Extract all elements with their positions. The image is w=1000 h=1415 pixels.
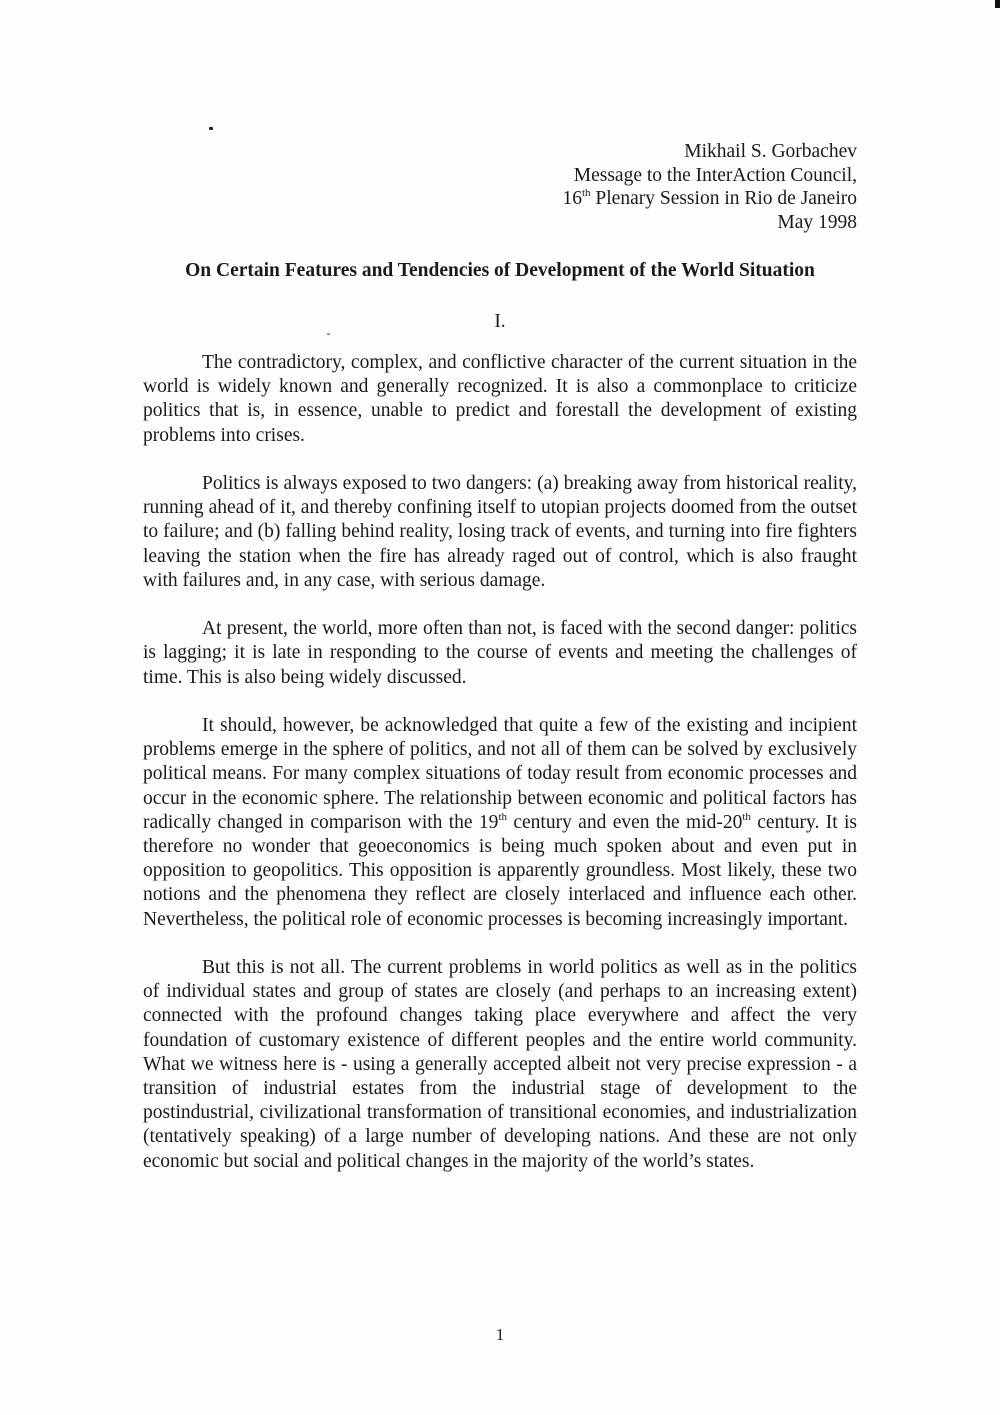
paragraph-4-part-c: century. It is therefore no wonder that geoeconomics is being much spoken about and even put in opposition to geopolitics. This opposition is apparently groundless. Most likely, these two notions and the phenomena they reflect are closely interlaced and influence each other. Nevertheless, the political role of economic processes is becoming increasingly important. xyxy=(143,811,857,930)
scan-artifact xyxy=(995,0,1000,8)
paragraph-4-part-b: century and even the mid-20 xyxy=(507,811,743,833)
author-name: Mikhail S. Gorbachev xyxy=(684,141,857,162)
page-number: 1 xyxy=(495,1325,505,1344)
paragraph-4-part-a: It should, however, be acknowledged that quite a few of the existing and incipient problems emerge in the sphere of politics, and not all of them can be solved by exclusively political means. For many complex situations of today result from economic processes and occur in the economic sphere. The relationship between economic and political factors has radically changed in comparison with the 19 xyxy=(143,715,857,833)
date-line: May 1998 xyxy=(777,211,857,233)
ordinal-suffix: th xyxy=(742,810,751,823)
ordinal-suffix: th xyxy=(581,187,591,199)
section-number: I. xyxy=(494,311,506,332)
session-text: Plenary Session in Rio de Janeiro xyxy=(590,188,857,209)
paragraph-5: But this is not all. The current problems in world politics as well as in the politics of individual states and group of states are closely (and perhaps to an increasing extent) connected with the profound changes taking place everywhere and affect the very foundation of customary existence of different peoples and the entire world community. What we witness here is - using a generally accepted albeit not very precise expression - a transition of industrial estates from the industrial stage of development to the postindustrial, civilizational transformation of transitional economies, and industrialization (tentatively speaking) of a large number of developing nations. And these are not only economic but social and political changes in the majority of the world’s states. xyxy=(143,957,857,1172)
recipient-line: Message to the InterAction Council, xyxy=(573,164,857,186)
document-body xyxy=(143,351,857,1198)
document-title: On Certain Features and Tendencies of Development of the World Situation xyxy=(185,260,815,281)
letter-header xyxy=(562,140,857,234)
ordinal-suffix: th xyxy=(498,810,507,823)
paragraph-4 xyxy=(143,714,857,932)
paragraph-3: At present, the world, more often than not, is faced with the second danger: politics is lagging; it is late in responding to the course of events and meeting the challenges of time. This is also being widely discussed. xyxy=(143,618,857,688)
paragraph-1: The contradictory, complex, and conflictive character of the current situation in the world is widely known and generally recognized. It is also a commonplace to criticize politics that is, in essence, unable to predict and forestall the development of existing problems into crises. xyxy=(143,352,857,446)
session-number: 16 xyxy=(562,188,582,209)
paragraph-2: Politics is always exposed to two dangers: (a) breaking away from historical reality, running ahead of it, and thereby confining itself to utopian projects doomed from the outset to failure; and (b) falling behind reality, losing track of events, and turning into fire fighters leaving the station when the fire has already raged out of control, which is also fraught with failures and, in any case, with serious damage. xyxy=(143,473,857,591)
scan-artifact xyxy=(209,127,213,130)
session-line xyxy=(562,187,857,211)
